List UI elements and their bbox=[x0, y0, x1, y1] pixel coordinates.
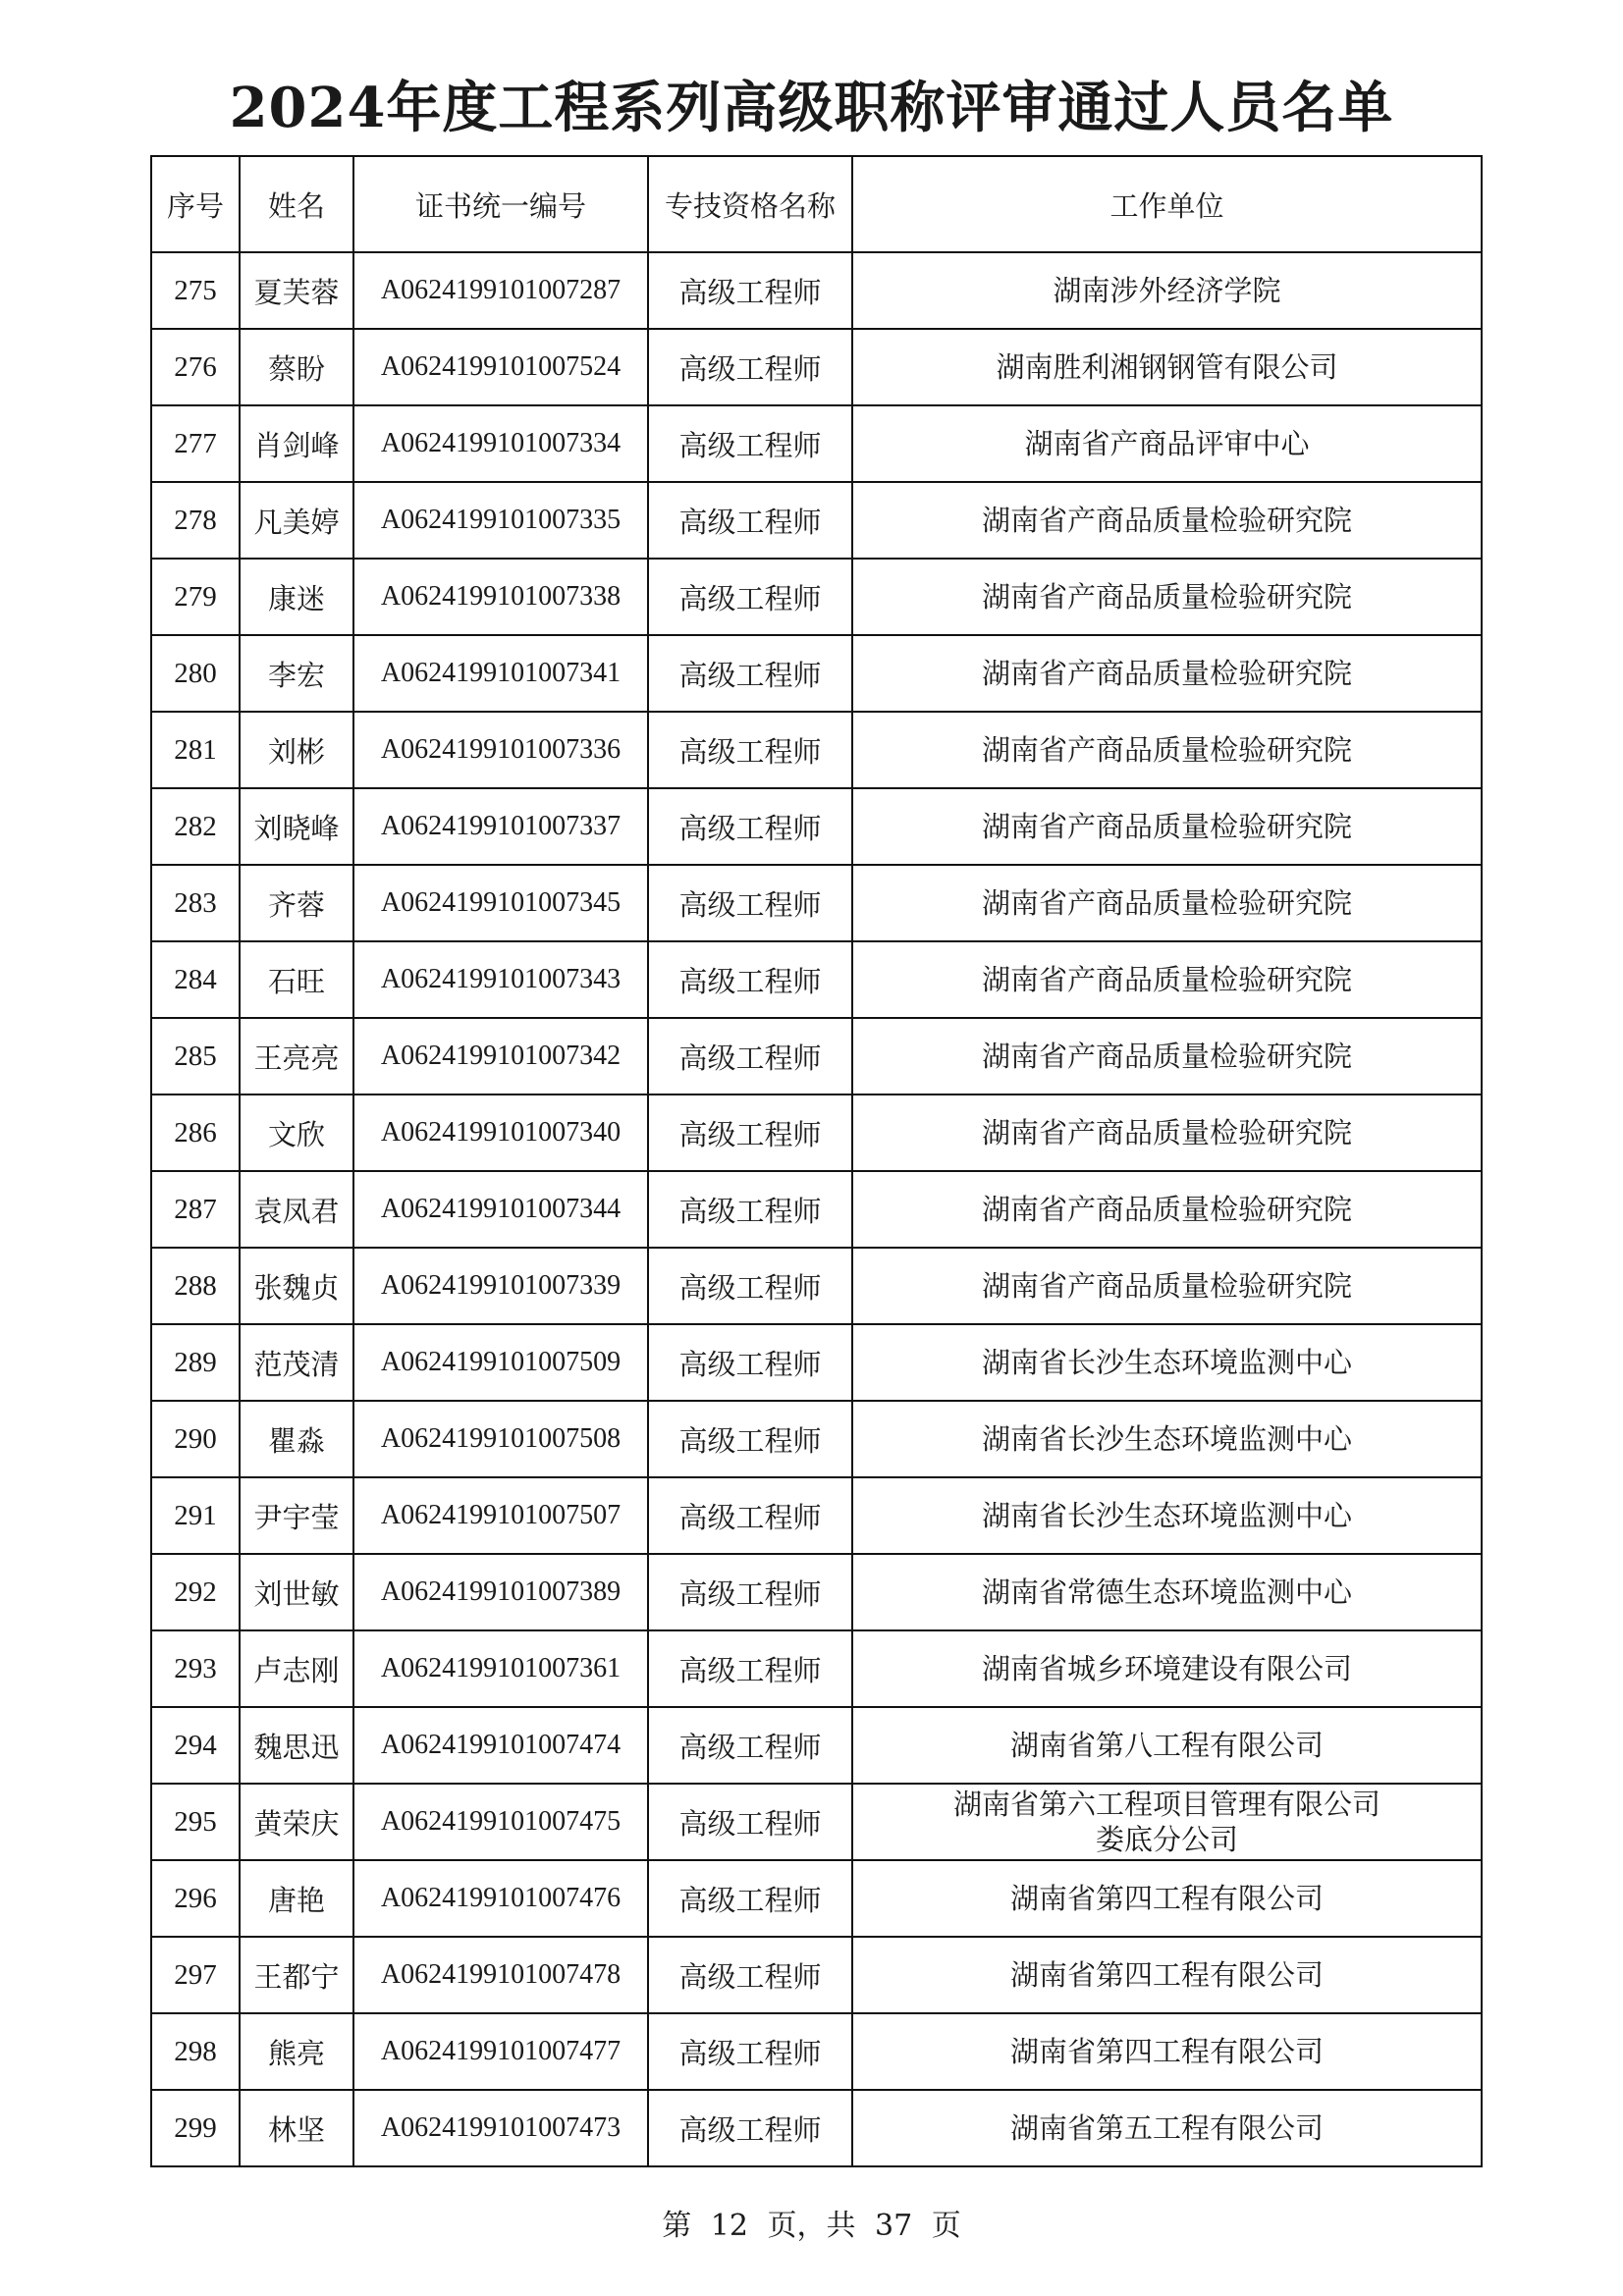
cell-cert: A0624199101007478 bbox=[353, 1937, 648, 2013]
unit-line: 湖南省产商品质量检验研究院 bbox=[981, 657, 1352, 690]
cell-cert: A0624199101007287 bbox=[353, 252, 648, 329]
cell-unit bbox=[852, 1707, 1482, 1784]
cell-name: 肖剑峰 bbox=[240, 405, 353, 482]
cell-no: 280 bbox=[151, 635, 240, 712]
cell-name: 文欣 bbox=[240, 1095, 353, 1171]
cell-unit bbox=[852, 1248, 1482, 1324]
cell-unit bbox=[852, 1554, 1482, 1630]
table-row bbox=[151, 788, 1482, 865]
table-row bbox=[151, 252, 1482, 329]
unit-line: 湖南省第四工程有限公司 bbox=[1009, 2035, 1324, 2068]
cell-qualification: 高级工程师 bbox=[648, 1171, 852, 1248]
cell-no: 296 bbox=[151, 1860, 240, 1937]
header-name: 姓名 bbox=[240, 156, 353, 252]
cell-no: 276 bbox=[151, 329, 240, 405]
unit-line: 湖南省长沙生态环境监测中心 bbox=[981, 1346, 1352, 1379]
header-no: 序号 bbox=[151, 156, 240, 252]
unit-line: 湖南省第四工程有限公司 bbox=[1009, 1882, 1324, 1915]
cell-name: 卢志刚 bbox=[240, 1630, 353, 1707]
cell-no: 284 bbox=[151, 941, 240, 1018]
cell-cert: A0624199101007476 bbox=[353, 1860, 648, 1937]
cell-no: 282 bbox=[151, 788, 240, 865]
table-row bbox=[151, 941, 1482, 1018]
table-row bbox=[151, 1554, 1482, 1630]
cell-name: 康迷 bbox=[240, 559, 353, 635]
cell-name: 石旺 bbox=[240, 941, 353, 1018]
cell-no: 290 bbox=[151, 1401, 240, 1477]
header-cert: 证书统一编号 bbox=[353, 156, 648, 252]
table-row bbox=[151, 1095, 1482, 1171]
cell-qualification: 高级工程师 bbox=[648, 1554, 852, 1630]
cell-unit bbox=[852, 1324, 1482, 1401]
cell-cert: A0624199101007340 bbox=[353, 1095, 648, 1171]
unit-line: 湖南涉外经济学院 bbox=[1053, 274, 1281, 307]
cell-cert: A0624199101007336 bbox=[353, 712, 648, 788]
cell-cert: A0624199101007337 bbox=[353, 788, 648, 865]
unit-line: 湖南省长沙生态环境监测中心 bbox=[981, 1499, 1352, 1532]
unit-line: 湖南省产商品质量检验研究院 bbox=[981, 580, 1352, 614]
page-footer: 第 12 页，共 37 页 bbox=[662, 2209, 961, 2243]
table-header-row bbox=[151, 156, 1482, 252]
cell-unit bbox=[852, 559, 1482, 635]
cell-name: 瞿淼 bbox=[240, 1401, 353, 1477]
cell-name: 刘世敏 bbox=[240, 1554, 353, 1630]
table-row bbox=[151, 1707, 1482, 1784]
cell-name: 袁凤君 bbox=[240, 1171, 353, 1248]
cell-no: 281 bbox=[151, 712, 240, 788]
unit-line: 湖南省城乡环境建设有限公司 bbox=[981, 1652, 1352, 1685]
cell-cert: A0624199101007343 bbox=[353, 941, 648, 1018]
header-unit: 工作单位 bbox=[852, 156, 1482, 252]
cell-unit bbox=[852, 1937, 1482, 2013]
cell-cert: A0624199101007475 bbox=[353, 1784, 648, 1860]
unit-line: 湖南省产商品质量检验研究院 bbox=[981, 1269, 1352, 1303]
unit-line: 湖南省常德生态环境监测中心 bbox=[981, 1575, 1352, 1609]
unit-line: 湖南省产商品质量检验研究院 bbox=[981, 1116, 1352, 1149]
cell-no: 275 bbox=[151, 252, 240, 329]
cell-qualification: 高级工程师 bbox=[648, 1095, 852, 1171]
cell-unit bbox=[852, 1171, 1482, 1248]
cell-cert: A0624199101007339 bbox=[353, 1248, 648, 1324]
cell-no: 277 bbox=[151, 405, 240, 482]
cell-qualification: 高级工程师 bbox=[648, 941, 852, 1018]
cell-no: 288 bbox=[151, 1248, 240, 1324]
cell-no: 293 bbox=[151, 1630, 240, 1707]
cell-qualification: 高级工程师 bbox=[648, 559, 852, 635]
cell-cert: A0624199101007361 bbox=[353, 1630, 648, 1707]
cell-cert: A0624199101007473 bbox=[353, 2090, 648, 2166]
unit-line: 湖南胜利湘钢钢管有限公司 bbox=[996, 350, 1338, 384]
roster-table bbox=[150, 155, 1483, 2167]
cell-unit bbox=[852, 865, 1482, 941]
cell-unit bbox=[852, 1860, 1482, 1937]
table-row bbox=[151, 1477, 1482, 1554]
cell-name: 刘晓峰 bbox=[240, 788, 353, 865]
table-row bbox=[151, 2013, 1482, 2090]
unit-line: 湖南省产商品质量检验研究院 bbox=[981, 1040, 1352, 1073]
cell-no: 287 bbox=[151, 1171, 240, 1248]
cell-unit bbox=[852, 788, 1482, 865]
cell-cert: A0624199101007474 bbox=[353, 1707, 648, 1784]
cell-qualification: 高级工程师 bbox=[648, 712, 852, 788]
table-row bbox=[151, 1937, 1482, 2013]
table-row bbox=[151, 329, 1482, 405]
cell-no: 279 bbox=[151, 559, 240, 635]
cell-name: 魏思迅 bbox=[240, 1707, 353, 1784]
cell-no: 298 bbox=[151, 2013, 240, 2090]
unit-line: 娄底分公司 bbox=[1095, 1823, 1238, 1856]
table-row bbox=[151, 712, 1482, 788]
cell-name: 范茂清 bbox=[240, 1324, 353, 1401]
cell-qualification: 高级工程师 bbox=[648, 788, 852, 865]
header-qualification: 专技资格名称 bbox=[648, 156, 852, 252]
cell-cert: A0624199101007344 bbox=[353, 1171, 648, 1248]
cell-qualification: 高级工程师 bbox=[648, 1248, 852, 1324]
cell-no: 294 bbox=[151, 1707, 240, 1784]
cell-name: 尹宇莹 bbox=[240, 1477, 353, 1554]
cell-name: 刘彬 bbox=[240, 712, 353, 788]
cell-qualification: 高级工程师 bbox=[648, 865, 852, 941]
cell-unit bbox=[852, 252, 1482, 329]
cell-no: 289 bbox=[151, 1324, 240, 1401]
cell-qualification: 高级工程师 bbox=[648, 1937, 852, 2013]
cell-cert: A0624199101007389 bbox=[353, 1554, 648, 1630]
cell-name: 张魏贞 bbox=[240, 1248, 353, 1324]
cell-unit bbox=[852, 329, 1482, 405]
cell-cert: A0624199101007334 bbox=[353, 405, 648, 482]
cell-name: 王都宁 bbox=[240, 1937, 353, 2013]
cell-name: 林坚 bbox=[240, 2090, 353, 2166]
cell-unit bbox=[852, 1630, 1482, 1707]
cell-unit bbox=[852, 712, 1482, 788]
table-row bbox=[151, 405, 1482, 482]
unit-line: 湖南省产商品质量检验研究院 bbox=[981, 733, 1352, 767]
table-row bbox=[151, 1401, 1482, 1477]
unit-line: 湖南省产商品质量检验研究院 bbox=[981, 810, 1352, 843]
table-row bbox=[151, 1324, 1482, 1401]
cell-unit bbox=[852, 635, 1482, 712]
cell-unit bbox=[852, 1095, 1482, 1171]
table-row bbox=[151, 1784, 1482, 1860]
cell-no: 286 bbox=[151, 1095, 240, 1171]
cell-unit bbox=[852, 405, 1482, 482]
cell-qualification: 高级工程师 bbox=[648, 405, 852, 482]
cell-qualification: 高级工程师 bbox=[648, 1860, 852, 1937]
cell-qualification: 高级工程师 bbox=[648, 252, 852, 329]
cell-cert: A0624199101007342 bbox=[353, 1018, 648, 1095]
cell-cert: A0624199101007508 bbox=[353, 1401, 648, 1477]
cell-unit bbox=[852, 1401, 1482, 1477]
table-row bbox=[151, 482, 1482, 559]
cell-cert: A0624199101007509 bbox=[353, 1324, 648, 1401]
cell-unit bbox=[852, 1477, 1482, 1554]
cell-name: 夏芙蓉 bbox=[240, 252, 353, 329]
cell-qualification: 高级工程师 bbox=[648, 1477, 852, 1554]
cell-name: 李宏 bbox=[240, 635, 353, 712]
cell-unit bbox=[852, 1784, 1482, 1860]
cell-cert: A0624199101007345 bbox=[353, 865, 648, 941]
unit-line: 湖南省第五工程有限公司 bbox=[1009, 2111, 1324, 2145]
cell-name: 凡美婷 bbox=[240, 482, 353, 559]
table-row bbox=[151, 1630, 1482, 1707]
table-row bbox=[151, 1171, 1482, 1248]
cell-cert: A0624199101007524 bbox=[353, 329, 648, 405]
table-row bbox=[151, 1018, 1482, 1095]
unit-line: 湖南省第八工程有限公司 bbox=[1009, 1729, 1324, 1762]
unit-line: 湖南省产商品评审中心 bbox=[1024, 427, 1310, 460]
unit-line: 湖南省产商品质量检验研究院 bbox=[981, 1193, 1352, 1226]
cell-name: 黄荣庆 bbox=[240, 1784, 353, 1860]
cell-name: 熊亮 bbox=[240, 2013, 353, 2090]
cell-no: 295 bbox=[151, 1784, 240, 1860]
cell-qualification: 高级工程师 bbox=[648, 1707, 852, 1784]
cell-qualification: 高级工程师 bbox=[648, 1018, 852, 1095]
cell-cert: A0624199101007507 bbox=[353, 1477, 648, 1554]
unit-line: 湖南省产商品质量检验研究院 bbox=[981, 963, 1352, 996]
table-row bbox=[151, 635, 1482, 712]
table-row bbox=[151, 2090, 1482, 2166]
cell-no: 291 bbox=[151, 1477, 240, 1554]
cell-cert: A0624199101007477 bbox=[353, 2013, 648, 2090]
cell-qualification: 高级工程师 bbox=[648, 2013, 852, 2090]
cell-cert: A0624199101007338 bbox=[353, 559, 648, 635]
cell-unit bbox=[852, 482, 1482, 559]
cell-qualification: 高级工程师 bbox=[648, 482, 852, 559]
cell-qualification: 高级工程师 bbox=[648, 1401, 852, 1477]
cell-qualification: 高级工程师 bbox=[648, 635, 852, 712]
cell-unit bbox=[852, 1018, 1482, 1095]
cell-unit bbox=[852, 2090, 1482, 2166]
unit-line: 湖南省产商品质量检验研究院 bbox=[981, 886, 1352, 920]
cell-qualification: 高级工程师 bbox=[648, 329, 852, 405]
unit-line: 湖南省产商品质量检验研究院 bbox=[981, 504, 1352, 537]
cell-name: 齐蓉 bbox=[240, 865, 353, 941]
cell-no: 299 bbox=[151, 2090, 240, 2166]
cell-unit bbox=[852, 2013, 1482, 2090]
cell-qualification: 高级工程师 bbox=[648, 1784, 852, 1860]
cell-no: 285 bbox=[151, 1018, 240, 1095]
table-row bbox=[151, 865, 1482, 941]
cell-no: 278 bbox=[151, 482, 240, 559]
cell-qualification: 高级工程师 bbox=[648, 1630, 852, 1707]
cell-no: 283 bbox=[151, 865, 240, 941]
table-body bbox=[151, 252, 1482, 2166]
cell-qualification: 高级工程师 bbox=[648, 2090, 852, 2166]
unit-line: 湖南省第六工程项目管理有限公司 bbox=[952, 1788, 1380, 1821]
page-title: 2024年度工程系列高级职称评审通过人员名单 bbox=[229, 76, 1394, 140]
cell-name: 蔡盼 bbox=[240, 329, 353, 405]
cell-qualification: 高级工程师 bbox=[648, 1324, 852, 1401]
cell-name: 唐艳 bbox=[240, 1860, 353, 1937]
unit-line: 湖南省长沙生态环境监测中心 bbox=[981, 1422, 1352, 1456]
table-row bbox=[151, 1248, 1482, 1324]
table-row bbox=[151, 559, 1482, 635]
table-row bbox=[151, 1860, 1482, 1937]
cell-no: 292 bbox=[151, 1554, 240, 1630]
unit-line: 湖南省第四工程有限公司 bbox=[1009, 1958, 1324, 1992]
cell-unit bbox=[852, 941, 1482, 1018]
cell-cert: A0624199101007335 bbox=[353, 482, 648, 559]
cell-cert: A0624199101007341 bbox=[353, 635, 648, 712]
cell-no: 297 bbox=[151, 1937, 240, 2013]
cell-name: 王亮亮 bbox=[240, 1018, 353, 1095]
